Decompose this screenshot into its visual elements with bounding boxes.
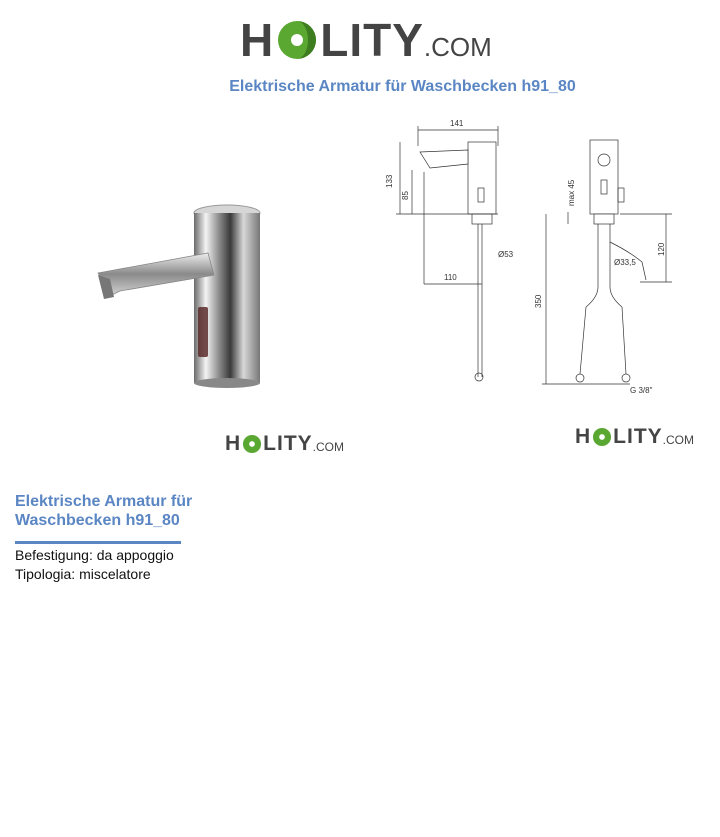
dim-110: 110	[444, 273, 457, 282]
spec-item: Tipologia: miscelatore	[15, 566, 151, 582]
dim-85: 85	[401, 191, 410, 200]
dim-d33: Ø33,5	[614, 258, 636, 267]
brand-logo[interactable]: H LITY .COM	[240, 14, 492, 66]
brand-logo-small-right: H LITY .COM	[575, 425, 695, 448]
dim-d53: Ø53	[498, 250, 514, 259]
logo-o-icon	[242, 434, 262, 454]
dim-max45: max 45	[567, 179, 576, 206]
dim-141: 141	[450, 119, 464, 128]
logo-text: H	[240, 14, 275, 66]
dim-350: 350	[534, 294, 543, 308]
title-divider	[15, 541, 181, 544]
dim-133: 133	[385, 174, 394, 188]
dim-120: 120	[657, 242, 666, 256]
product-title: Elektrische Armatur für Waschbecken h91_80	[15, 493, 193, 529]
technical-drawing	[380, 112, 690, 402]
logo-o-icon	[592, 427, 612, 447]
spec-item: Befestigung: da appoggio	[15, 547, 174, 563]
spec-list	[15, 546, 174, 584]
brand-logo-small-left: H LITY .COM	[225, 432, 345, 455]
product-photo	[90, 195, 275, 395]
logo-domain: .COM	[423, 31, 492, 62]
page-title: Elektrische Armatur für Waschbecken h91_80	[229, 78, 576, 95]
dim-g38: G 3/8"	[630, 386, 653, 395]
logo-o-icon	[276, 19, 318, 61]
